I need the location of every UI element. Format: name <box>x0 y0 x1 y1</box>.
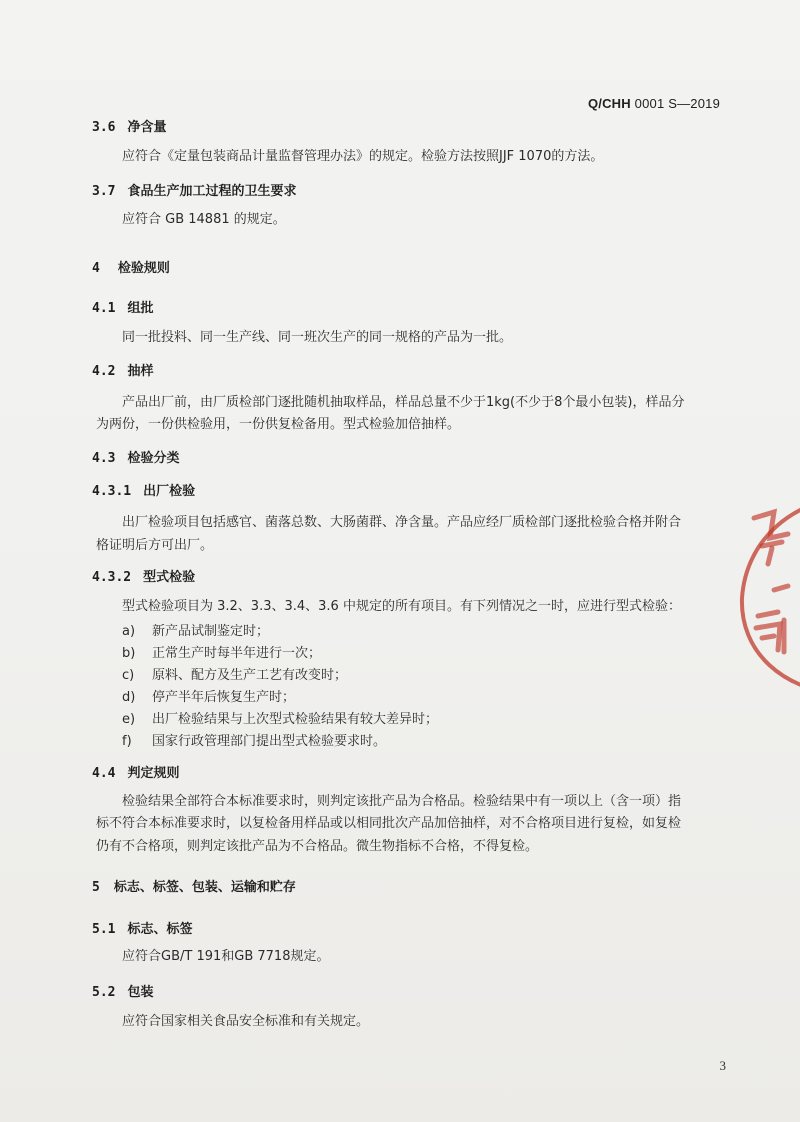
heading-4: 4 检验规则 <box>92 261 170 276</box>
list-item-d: d) 停产半年后恢复生产时； <box>122 690 296 705</box>
list-item-b: b) 正常生产时每半年进行一次； <box>122 646 322 661</box>
paragraph-4-4-line2: 标不符合本标准要求时，以复检备用样品或以相同批次产品加倍抽样，对不合格项目进行复检，如复检 <box>96 816 682 831</box>
page-number: 3 <box>719 1058 726 1073</box>
paragraph-5-1: 应符合GB/T 191和GB 7718规定。 <box>122 949 330 964</box>
standard-code <box>588 96 720 111</box>
heading-3-7: 3.7 食品生产加工过程的卫生要求 <box>92 184 297 199</box>
heading-5-2: 5.2 包装 <box>92 985 154 1000</box>
paragraph-4-2-line1: 产品出厂前，由厂质检部门逐批随机抽取样品，样品总量不少于1kg(不少于8个最小包装)，样品分 <box>122 395 685 410</box>
heading-4-4: 4.4 判定规则 <box>92 766 180 781</box>
heading-3-6: 3.6 净含量 <box>92 120 167 135</box>
heading-4-3-1: 4.3.1 出厂检验 <box>92 484 196 499</box>
red-seal-stamp <box>732 490 800 700</box>
heading-4-1: 4.1 组批 <box>92 301 154 316</box>
paragraph-5-2: 应符合国家相关食品安全标准和有关规定。 <box>122 1014 370 1029</box>
list-item-c: c) 原料、配方及生产工艺有改变时； <box>122 668 348 683</box>
standard-number: 0001 S—2019 <box>634 96 720 111</box>
heading-5: 5 标志、标签、包装、运输和贮存 <box>92 880 296 895</box>
list-item-a: a) 新产品试制鉴定时； <box>122 624 270 639</box>
list-item-f: f) 国家行政管理部门提出型式检验要求时。 <box>122 734 387 749</box>
paragraph-4-3-1-line1: 出厂检验项目包括感官、菌落总数、大肠菌群、净含量。产品应经厂质检部门逐批检验合格并附合 <box>122 515 682 530</box>
paragraph-4-4-line1: 检验结果全部符合本标准要求时，则判定该批产品为合格品。检验结果中有一项以上（含一项）指 <box>122 794 682 809</box>
standard-prefix: Q/CHH <box>587 96 631 111</box>
paragraph-4-4-line3: 仍有不合格项，则判定该批产品为不合格品。微生物指标不合格，不得复检。 <box>96 839 539 854</box>
paragraph-4-2-line2: 为两份，一份供检验用，一份供复检备用。型式检验加倍抽样。 <box>96 417 461 432</box>
paragraph-4-1: 同一批投料、同一生产线、同一班次生产的同一规格的产品为一批。 <box>122 330 513 345</box>
heading-4-3-2: 4.3.2 型式检验 <box>92 570 196 585</box>
paragraph-4-3-2-intro: 型式检验项目为 3.2、3.3、3.4、3.6 中规定的所有项目。有下列情况之一时，应进行型式检验： <box>122 599 681 614</box>
heading-5-1: 5.1 标志、标签 <box>92 922 193 937</box>
paragraph-4-3-1-line2: 格证明后方可出厂。 <box>96 538 214 553</box>
heading-4-3: 4.3 检验分类 <box>92 451 180 466</box>
paragraph-3-7: 应符合 GB 14881 的规定。 <box>122 212 286 227</box>
list-item-e: e) 出厂检验结果与上次型式检验结果有较大差异时； <box>122 712 439 727</box>
heading-4-2: 4.2 抽样 <box>92 364 154 379</box>
paragraph-3-6: 应符合《定量包装商品计量监督管理办法》的规定。检验方法按照JJF 1070的方法。 <box>122 149 604 164</box>
